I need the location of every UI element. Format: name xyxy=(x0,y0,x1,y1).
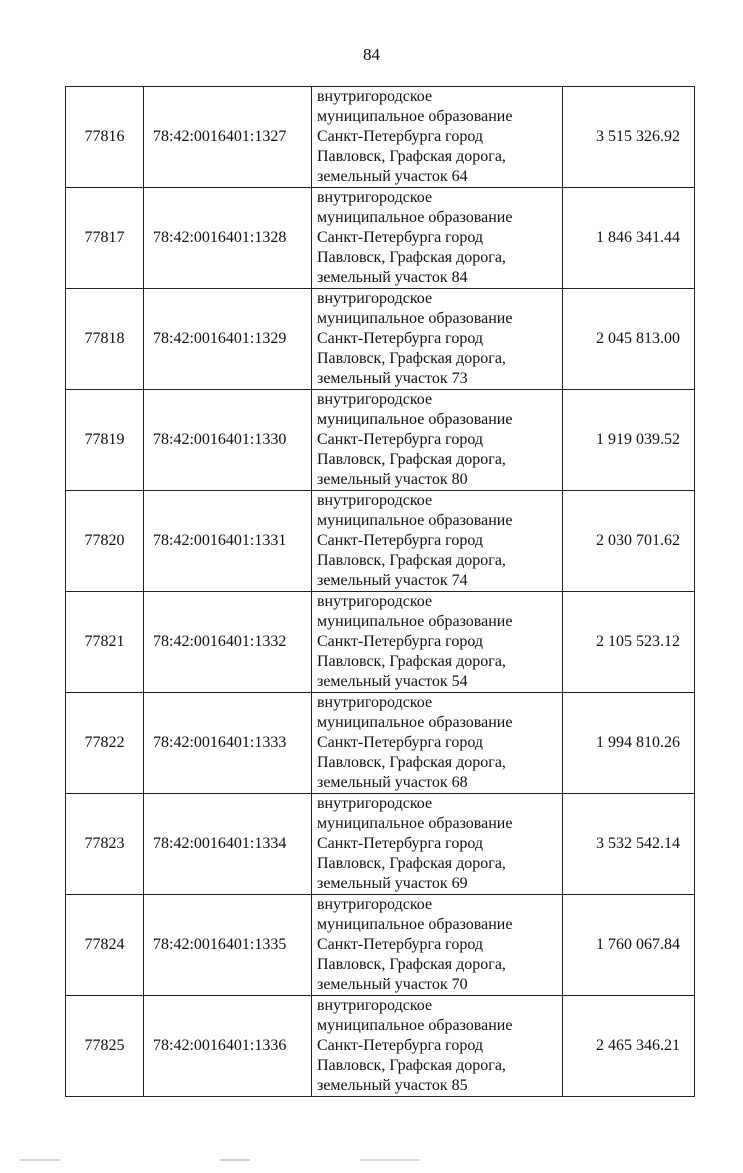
row-number-cell: 77823 xyxy=(66,794,144,895)
table-row xyxy=(66,188,695,289)
address-line: Павловск, Графская дорога, xyxy=(317,249,506,266)
address-cell xyxy=(312,491,563,592)
address-line: Санкт-Петербурга город xyxy=(317,936,484,953)
cadastral-value-cell: 2 465 346.21 xyxy=(563,996,695,1097)
row-number-cell: 77818 xyxy=(66,289,144,390)
table-row xyxy=(66,390,695,491)
address-line: Санкт-Петербурга город xyxy=(317,734,484,751)
address-cell xyxy=(312,390,563,491)
table-row xyxy=(66,87,695,188)
address-line: Санкт-Петербурга город xyxy=(317,835,484,852)
cadastral-value-cell: 1 919 039.52 xyxy=(563,390,695,491)
table-row xyxy=(66,996,695,1097)
address-line: Санкт-Петербурга город xyxy=(317,431,484,448)
cadastral-value-cell: 2 030 701.62 xyxy=(563,491,695,592)
cadastral-value-cell: 1 846 341.44 xyxy=(563,188,695,289)
address-line: внутригородское xyxy=(317,492,433,509)
address-line: муниципальное образование xyxy=(317,512,513,529)
cadastral-number-cell: 78:42:0016401:1333 xyxy=(144,693,312,794)
address-cell xyxy=(312,592,563,693)
row-number-cell: 77821 xyxy=(66,592,144,693)
address-line: Павловск, Графская дорога, xyxy=(317,855,506,872)
cadastral-value-cell: 1 760 067.84 xyxy=(563,895,695,996)
address-line: муниципальное образование xyxy=(317,310,513,327)
address-line: земельный участок 85 xyxy=(317,1077,468,1094)
row-number-cell: 77825 xyxy=(66,996,144,1097)
address-line: земельный участок 80 xyxy=(317,471,468,488)
address-line: муниципальное образование xyxy=(317,1017,513,1034)
cadastral-number-cell: 78:42:0016401:1331 xyxy=(144,491,312,592)
address-line: внутригородское xyxy=(317,593,433,610)
address-line: Санкт-Петербурга город xyxy=(317,330,484,347)
address-line: Павловск, Графская дорога, xyxy=(317,148,506,165)
address-line: внутригородское xyxy=(317,795,433,812)
address-line: земельный участок 84 xyxy=(317,269,468,286)
address-line: земельный участок 69 xyxy=(317,875,468,892)
row-number-cell: 77819 xyxy=(66,390,144,491)
address-line: муниципальное образование xyxy=(317,613,513,630)
address-line: земельный участок 68 xyxy=(317,774,468,791)
table-row xyxy=(66,491,695,592)
address-line: Санкт-Петербурга город xyxy=(317,1037,484,1054)
address-line: Павловск, Графская дорога, xyxy=(317,1057,506,1074)
address-line: муниципальное образование xyxy=(317,714,513,731)
row-number-cell: 77824 xyxy=(66,895,144,996)
address-line: муниципальное образование xyxy=(317,815,513,832)
address-line: внутригородское xyxy=(317,88,433,105)
cadastral-value-cell: 3 515 326.92 xyxy=(563,87,695,188)
address-line: Павловск, Графская дорога, xyxy=(317,956,506,973)
cadastral-value-cell: 2 045 813.00 xyxy=(563,289,695,390)
address-cell xyxy=(312,693,563,794)
page-number: 84 xyxy=(363,45,380,64)
address-line: земельный участок 74 xyxy=(317,572,468,589)
table-row xyxy=(66,592,695,693)
cadastral-number-cell: 78:42:0016401:1327 xyxy=(144,87,312,188)
address-line: внутригородское xyxy=(317,189,433,206)
address-line: Санкт-Петербурга город xyxy=(317,633,484,650)
cadastral-number-cell: 78:42:0016401:1329 xyxy=(144,289,312,390)
address-line: земельный участок 70 xyxy=(317,976,468,993)
row-number-cell: 77822 xyxy=(66,693,144,794)
cadastral-value-cell: 1 994 810.26 xyxy=(563,693,695,794)
address-line: муниципальное образование xyxy=(317,411,513,428)
address-line: внутригородское xyxy=(317,290,433,307)
address-cell xyxy=(312,895,563,996)
table-row xyxy=(66,289,695,390)
address-line: внутригородское xyxy=(317,391,433,408)
table-row xyxy=(66,895,695,996)
address-cell xyxy=(312,794,563,895)
cadastral-value-cell: 3 532 542.14 xyxy=(563,794,695,895)
cadastral-number-cell: 78:42:0016401:1335 xyxy=(144,895,312,996)
cadastral-number-cell: 78:42:0016401:1332 xyxy=(144,592,312,693)
address-cell xyxy=(312,289,563,390)
address-line: Санкт-Петербурга город xyxy=(317,229,484,246)
address-line: Санкт-Петербурга город xyxy=(317,128,484,145)
cadastral-value-table xyxy=(65,86,695,1097)
address-line: Санкт-Петербурга город xyxy=(317,532,484,549)
scan-artifact xyxy=(20,1159,720,1161)
address-line: Павловск, Графская дорога, xyxy=(317,451,506,468)
address-line: муниципальное образование xyxy=(317,916,513,933)
cadastral-number-cell: 78:42:0016401:1334 xyxy=(144,794,312,895)
row-number-cell: 77820 xyxy=(66,491,144,592)
table-row xyxy=(66,693,695,794)
address-line: внутригородское xyxy=(317,694,433,711)
address-cell xyxy=(312,996,563,1097)
cadastral-value-cell: 2 105 523.12 xyxy=(563,592,695,693)
cadastral-number-cell: 78:42:0016401:1330 xyxy=(144,390,312,491)
address-line: земельный участок 64 xyxy=(317,168,468,185)
table-body xyxy=(66,87,695,1097)
cadastral-number-cell: 78:42:0016401:1328 xyxy=(144,188,312,289)
address-line: внутригородское xyxy=(317,997,433,1014)
address-line: Павловск, Графская дорога, xyxy=(317,350,506,367)
address-line: муниципальное образование xyxy=(317,209,513,226)
address-line: земельный участок 54 xyxy=(317,673,468,690)
address-cell xyxy=(312,188,563,289)
cadastral-number-cell: 78:42:0016401:1336 xyxy=(144,996,312,1097)
address-line: земельный участок 73 xyxy=(317,370,468,387)
address-line: Павловск, Графская дорога, xyxy=(317,552,506,569)
address-line: Павловск, Графская дорога, xyxy=(317,754,506,771)
address-line: муниципальное образование xyxy=(317,108,513,125)
address-cell xyxy=(312,87,563,188)
address-line: Павловск, Графская дорога, xyxy=(317,653,506,670)
table-row xyxy=(66,794,695,895)
row-number-cell: 77817 xyxy=(66,188,144,289)
address-line: внутригородское xyxy=(317,896,433,913)
row-number-cell: 77816 xyxy=(66,87,144,188)
